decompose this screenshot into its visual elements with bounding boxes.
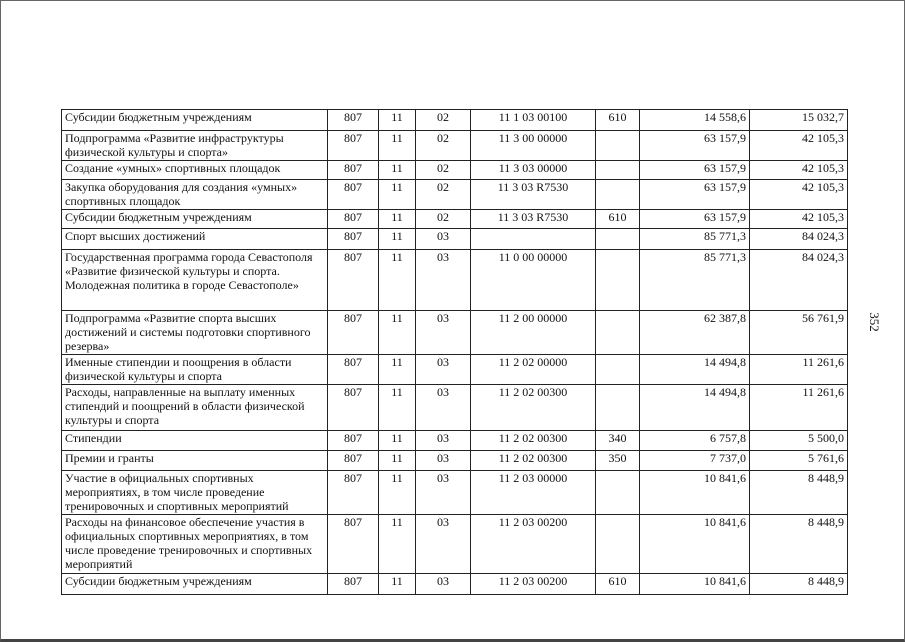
table-row [62, 471, 848, 515]
row-vr: 610 [596, 110, 640, 131]
row-ved: 807 [328, 385, 379, 431]
row-pr: 02 [416, 161, 471, 180]
row-vr [596, 131, 640, 161]
row-vr [596, 250, 640, 311]
row-ved: 807 [328, 110, 379, 131]
row-vr [596, 471, 640, 515]
row-amount-1: 14 494,8 [640, 385, 750, 431]
row-ved: 807 [328, 250, 379, 311]
row-amount-1: 10 841,6 [640, 515, 750, 574]
row-pr: 03 [416, 515, 471, 574]
row-amount-1: 14 558,6 [640, 110, 750, 131]
row-name: Расходы на финансовое обеспечение участия в официальных спортивных мероприятиях, в том числе проведение тренировочных и спортивных мероприятий [62, 515, 328, 574]
row-amount-2: 42 105,3 [750, 180, 848, 210]
row-amount-1: 10 841,6 [640, 471, 750, 515]
row-pr: 02 [416, 131, 471, 161]
row-rz: 11 [379, 250, 416, 311]
table-row [62, 131, 848, 161]
row-name: Субсидии бюджетным учреждениям [62, 574, 328, 595]
row-name: Субсидии бюджетным учреждениям [62, 110, 328, 131]
row-name: Именные стипендии и поощрения в области физической культуры и спорта [62, 355, 328, 385]
table-row [62, 311, 848, 355]
row-rz: 11 [379, 229, 416, 250]
row-pr: 03 [416, 229, 471, 250]
row-name: Подпрограмма «Развитие инфраструктуры физической культуры и спорта» [62, 131, 328, 161]
row-csr: 11 2 02 00000 [471, 355, 596, 385]
table-row [62, 451, 848, 471]
page-number: 352 [866, 312, 882, 332]
row-rz: 11 [379, 131, 416, 161]
table-row [62, 385, 848, 431]
row-pr: 03 [416, 471, 471, 515]
row-csr [471, 229, 596, 250]
row-csr: 11 2 02 00300 [471, 431, 596, 451]
row-pr: 03 [416, 451, 471, 471]
row-ved: 807 [328, 451, 379, 471]
row-vr [596, 515, 640, 574]
row-vr [596, 311, 640, 355]
row-amount-2: 11 261,6 [750, 385, 848, 431]
row-rz: 11 [379, 355, 416, 385]
row-name: Государственная программа города Севастополя «Развитие физической культуры и спорта. Молодежная политика в городе Севастополе» [62, 250, 328, 311]
row-ved: 807 [328, 210, 379, 229]
row-vr [596, 229, 640, 250]
row-amount-1: 63 157,9 [640, 210, 750, 229]
row-name: Расходы, направленные на выплату именных стипендий и поощрений в области физической культуры и спорта [62, 385, 328, 431]
row-amount-1: 63 157,9 [640, 161, 750, 180]
row-ved: 807 [328, 229, 379, 250]
row-csr: 11 3 03 R7530 [471, 180, 596, 210]
row-ved: 807 [328, 471, 379, 515]
row-amount-1: 85 771,3 [640, 250, 750, 311]
row-amount-1: 62 387,8 [640, 311, 750, 355]
row-amount-1: 14 494,8 [640, 355, 750, 385]
row-rz: 11 [379, 515, 416, 574]
row-name: Премии и гранты [62, 451, 328, 471]
row-ved: 807 [328, 515, 379, 574]
table-row [62, 250, 848, 311]
row-amount-2: 42 105,3 [750, 131, 848, 161]
row-amount-2: 11 261,6 [750, 355, 848, 385]
row-csr: 11 2 00 00000 [471, 311, 596, 355]
row-csr: 11 3 03 00000 [471, 161, 596, 180]
row-ved: 807 [328, 311, 379, 355]
row-name: Закупка оборудования для создания «умных» спортивных площадок [62, 180, 328, 210]
row-amount-2: 84 024,3 [750, 229, 848, 250]
row-amount-1: 6 757,8 [640, 431, 750, 451]
row-amount-2: 42 105,3 [750, 210, 848, 229]
table-row [62, 574, 848, 595]
row-rz: 11 [379, 385, 416, 431]
row-ved: 807 [328, 131, 379, 161]
row-amount-2: 8 448,9 [750, 515, 848, 574]
row-pr: 02 [416, 110, 471, 131]
row-vr: 350 [596, 451, 640, 471]
row-amount-1: 10 841,6 [640, 574, 750, 595]
row-csr: 11 3 00 00000 [471, 131, 596, 161]
row-amount-1: 63 157,9 [640, 131, 750, 161]
budget-table [61, 109, 848, 595]
row-amount-2: 15 032,7 [750, 110, 848, 131]
row-amount-2: 56 761,9 [750, 311, 848, 355]
table-row [62, 515, 848, 574]
row-rz: 11 [379, 451, 416, 471]
row-rz: 11 [379, 574, 416, 595]
row-rz: 11 [379, 311, 416, 355]
row-amount-2: 8 448,9 [750, 471, 848, 515]
row-ved: 807 [328, 574, 379, 595]
row-rz: 11 [379, 161, 416, 180]
row-amount-2: 84 024,3 [750, 250, 848, 311]
row-csr: 11 2 02 00300 [471, 451, 596, 471]
row-pr: 03 [416, 355, 471, 385]
row-name: Подпрограмма «Развитие спорта высших достижений и системы подготовки спортивного резерва» [62, 311, 328, 355]
row-name: Стипендии [62, 431, 328, 451]
row-pr: 03 [416, 431, 471, 451]
row-rz: 11 [379, 110, 416, 131]
row-name: Субсидии бюджетным учреждениям [62, 210, 328, 229]
table-row [62, 229, 848, 250]
row-csr: 11 0 00 00000 [471, 250, 596, 311]
row-rz: 11 [379, 180, 416, 210]
row-rz: 11 [379, 210, 416, 229]
row-rz: 11 [379, 471, 416, 515]
row-amount-2: 5 500,0 [750, 431, 848, 451]
row-csr: 11 2 03 00000 [471, 471, 596, 515]
row-pr: 03 [416, 311, 471, 355]
row-csr: 11 2 03 00200 [471, 515, 596, 574]
row-amount-1: 85 771,3 [640, 229, 750, 250]
row-vr [596, 180, 640, 210]
row-amount-1: 7 737,0 [640, 451, 750, 471]
row-csr: 11 2 03 00200 [471, 574, 596, 595]
row-csr: 11 1 03 00100 [471, 110, 596, 131]
row-pr: 02 [416, 210, 471, 229]
row-ved: 807 [328, 355, 379, 385]
table-row [62, 210, 848, 229]
table-row [62, 355, 848, 385]
row-vr: 610 [596, 574, 640, 595]
row-vr: 340 [596, 431, 640, 451]
row-amount-2: 42 105,3 [750, 161, 848, 180]
row-pr: 03 [416, 385, 471, 431]
row-rz: 11 [379, 431, 416, 451]
row-ved: 807 [328, 180, 379, 210]
row-ved: 807 [328, 431, 379, 451]
row-amount-2: 8 448,9 [750, 574, 848, 595]
row-csr: 11 3 03 R7530 [471, 210, 596, 229]
row-ved: 807 [328, 161, 379, 180]
table-row [62, 180, 848, 210]
row-amount-1: 63 157,9 [640, 180, 750, 210]
row-vr [596, 355, 640, 385]
row-pr: 02 [416, 180, 471, 210]
row-amount-2: 5 761,6 [750, 451, 848, 471]
table-row [62, 431, 848, 451]
row-pr: 03 [416, 574, 471, 595]
row-pr: 03 [416, 250, 471, 311]
row-vr [596, 161, 640, 180]
table-row [62, 110, 848, 131]
row-name: Спорт высших достижений [62, 229, 328, 250]
row-vr: 610 [596, 210, 640, 229]
row-name: Создание «умных» спортивных площадок [62, 161, 328, 180]
row-vr [596, 385, 640, 431]
row-name: Участие в официальных спортивных мероприятиях, в том числе проведение тренировочных и спортивных мероприятий [62, 471, 328, 515]
table-row [62, 161, 848, 180]
row-csr: 11 2 02 00300 [471, 385, 596, 431]
